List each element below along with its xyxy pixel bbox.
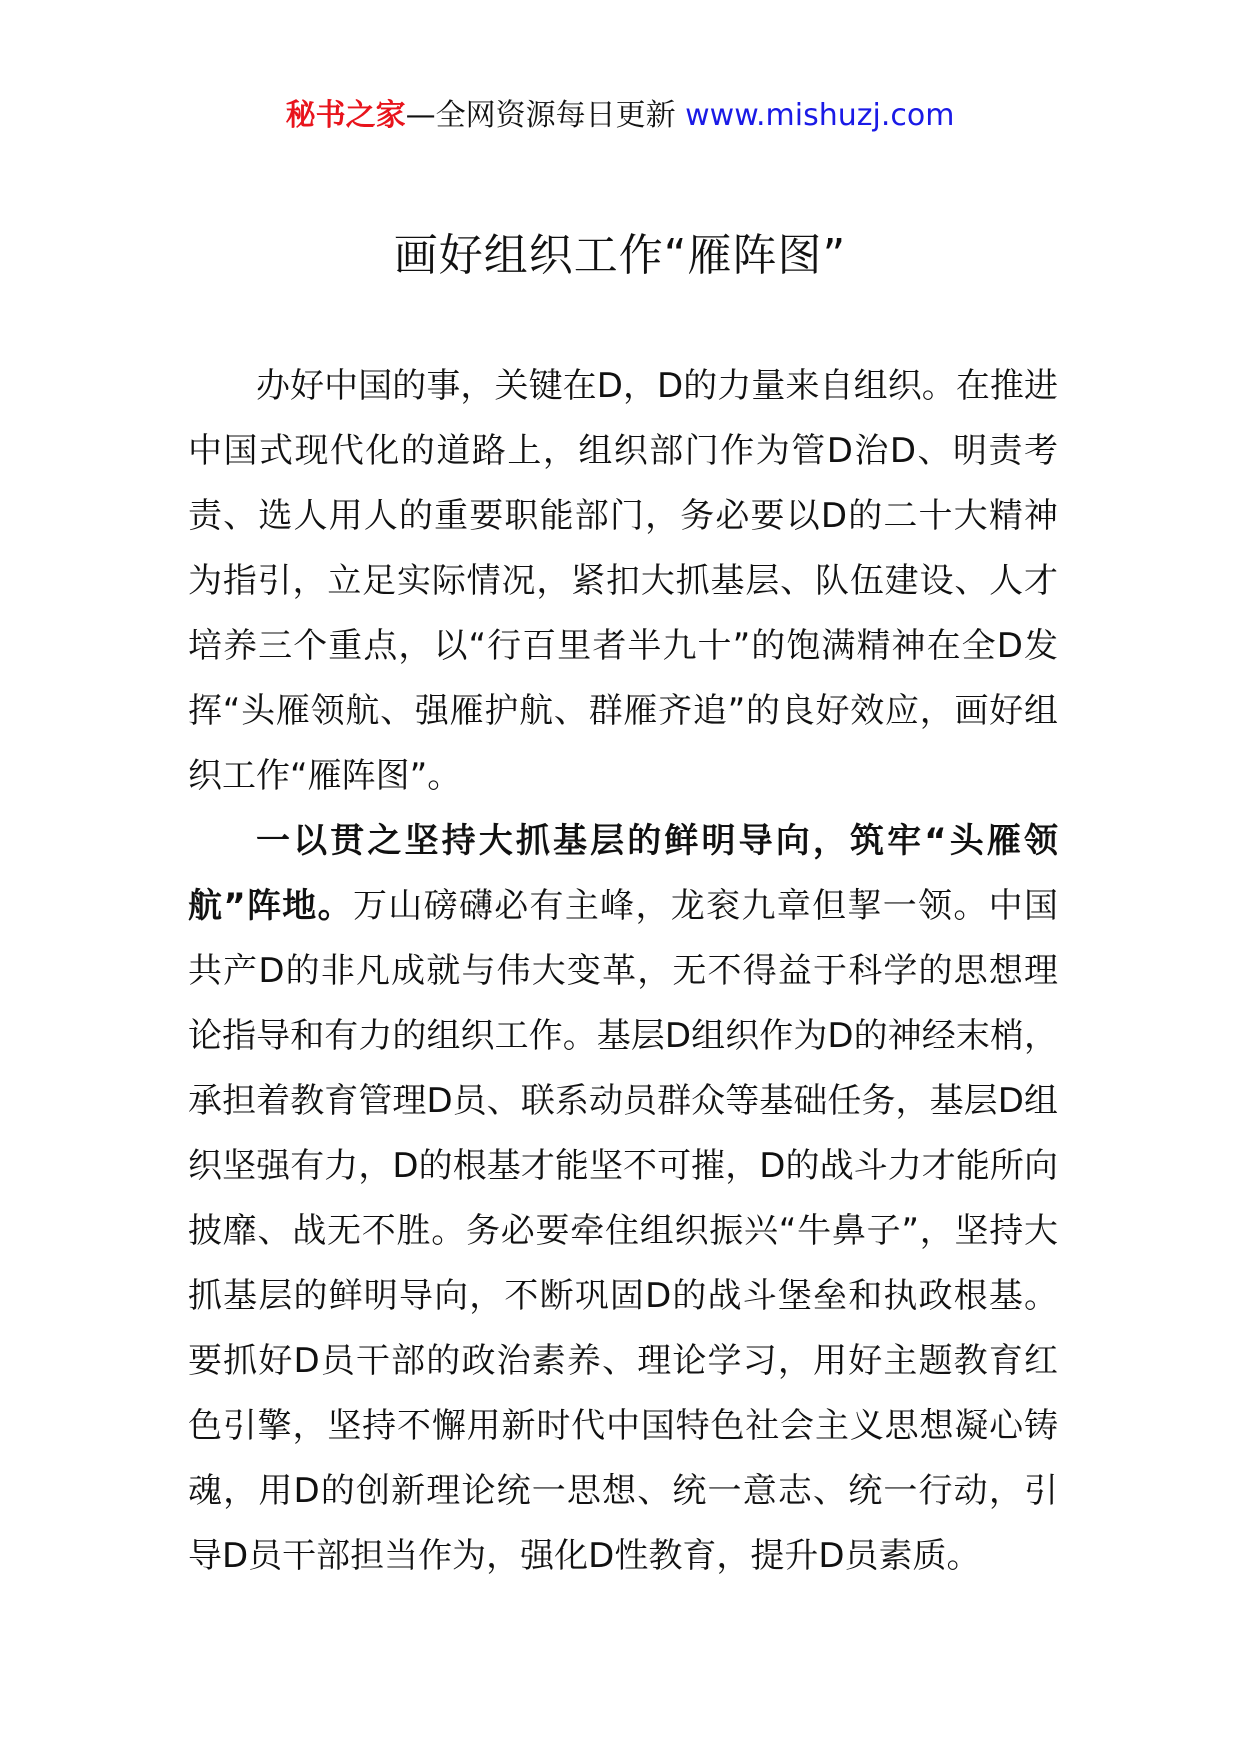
paragraph-grassroots: [188, 809, 1058, 1589]
paragraph-lead-heading: 一以贯之坚持大抓基层的鲜明导向，筑牢“头雁领航”阵地。: [188, 821, 1058, 926]
paragraph-text: 办好中国的事，关键在D，D的力量来自组织。在推进中国式现代化的道路上，组织部门作为管D治D、明责考责、选人用人的重要职能部门，务必要以D的二十大精神为指引，立足实际情况，紧扣大抓基层、队伍建设、人才培养三个重点，以“行百里者半九十”的饱满精神在全D发挥“头雁领航、强雁护航、群雁齐追”的良好效应，画好组织工作“雁阵图”。: [188, 366, 1058, 796]
paragraph-intro: [188, 354, 1058, 809]
document-body: [188, 354, 1058, 1589]
site-header: [0, 96, 1240, 136]
document-title: 画好组织工作“雁阵图”: [393, 230, 847, 281]
site-url-link[interactable]: www.mishuzj.com: [685, 98, 955, 133]
brand-name: 秘书之家: [285, 98, 406, 133]
paragraph-text: 万山磅礴必有主峰，龙衮九章但挈一领。中国共产D的非凡成就与伟大变革，无不得益于科学的思想理论指导和有力的组织工作。基层D组织作为D的神经末梢，承担着教育管理D员、联系动员群众等基础任务，基层D组织坚强有力，D的根基才能坚不可摧，D的战斗力才能所向披靡、战无不胜。务必要牵住组织振兴“牛鼻子”，坚持大抓基层的鲜明导向，不断巩固D的战斗堡垒和执政根基。要抓好D员干部的政治素养、理论学习，用好主题教育红色引擎，坚持不懈用新时代中国特色社会主义思想凝心铸魂，用D的创新理论统一思想、统一意志、统一行动，引导D员干部担当作为，强化D性教育，提升D员素质。: [188, 886, 1058, 1576]
header-tagline: —全网资源每日更新: [405, 98, 676, 133]
